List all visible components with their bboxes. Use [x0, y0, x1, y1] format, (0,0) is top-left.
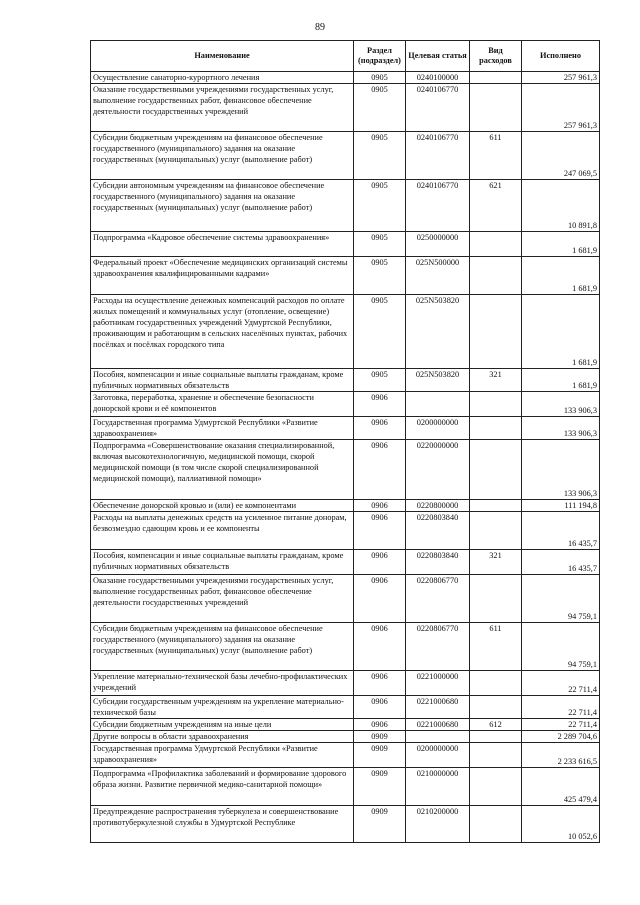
header-section: Раздел (подраздел) [354, 41, 406, 72]
table-row [91, 417, 600, 440]
cell-section: 0906 [354, 550, 406, 575]
cell-name: Подпрограмма «Совершенствование оказания специализированной, включая высокотехнологичную, медицинской помощи, скорой медицинской помощи (в том числе скорой специализированной медицинской помощи), паллиативной помощи» [91, 440, 354, 500]
cell-section: 0905 [354, 84, 406, 132]
cell-kind [470, 768, 522, 806]
cell-article: 0200000000 [406, 743, 470, 768]
cell-section: 0909 [354, 731, 406, 743]
cell-amount: 10 052,6 [522, 806, 600, 843]
cell-name: Подпрограмма «Профилактика заболеваний и формирование здорового образа жизни. Развитие первичной медико-санитарной помощи» [91, 768, 354, 806]
table-row [91, 671, 600, 696]
cell-amount: 2 289 704,6 [522, 731, 600, 743]
cell-amount: 1 681,9 [522, 232, 600, 257]
cell-kind: 611 [470, 132, 522, 180]
page-number: 89 [315, 22, 325, 33]
cell-kind [470, 84, 522, 132]
table-row [91, 132, 600, 180]
cell-name: Пособия, компенсации и иные социальные выплаты гражданам, кроме публичных нормативных обязательств [91, 550, 354, 575]
table-row [91, 768, 600, 806]
cell-name: Расходы на осуществление денежных компенсаций расходов по оплате жилых помещений и коммунальных услуг (отопление, освещение) работникам государственных учреждений Удмуртской Республики, проживающим и работающим в сельских населённых пунктах, рабочих посёлках и посёлках городского типа [91, 295, 354, 369]
cell-section: 0905 [354, 295, 406, 369]
cell-kind [470, 806, 522, 843]
table-row [91, 369, 600, 392]
cell-amount: 1 681,9 [522, 257, 600, 295]
cell-section: 0909 [354, 768, 406, 806]
cell-amount: 425 479,4 [522, 768, 600, 806]
cell-name: Субсидии государственным учреждениям на укрепление материально-технической базы [91, 696, 354, 719]
cell-article [406, 392, 470, 417]
cell-section: 0905 [354, 369, 406, 392]
cell-amount: 111 194,8 [522, 500, 600, 512]
cell-kind [470, 731, 522, 743]
cell-article: 025N503820 [406, 295, 470, 369]
cell-kind: 612 [470, 719, 522, 731]
cell-section: 0906 [354, 500, 406, 512]
table-row [91, 257, 600, 295]
cell-amount: 94 759,1 [522, 575, 600, 623]
cell-amount: 257 961,3 [522, 72, 600, 84]
cell-section: 0906 [354, 512, 406, 550]
table-row [91, 806, 600, 843]
cell-amount: 16 435,7 [522, 550, 600, 575]
cell-section: 0906 [354, 440, 406, 500]
header-amount: Исполнено [522, 41, 600, 72]
cell-article: 0250000000 [406, 232, 470, 257]
cell-section: 0905 [354, 72, 406, 84]
cell-name: Подпрограмма «Кадровое обеспечение системы здравоохранения» [91, 232, 354, 257]
table-row [91, 575, 600, 623]
header-article: Целевая статья [406, 41, 470, 72]
cell-article: 0220806770 [406, 575, 470, 623]
cell-section: 0906 [354, 719, 406, 731]
table-body [91, 72, 600, 843]
table-row [91, 719, 600, 731]
table-row [91, 440, 600, 500]
cell-section: 0906 [354, 575, 406, 623]
cell-amount: 22 711,4 [522, 719, 600, 731]
cell-section: 0906 [354, 417, 406, 440]
cell-amount: 1 681,9 [522, 369, 600, 392]
cell-name: Государственная программа Удмуртской Республики «Развитие здравоохранения» [91, 743, 354, 768]
cell-kind [470, 575, 522, 623]
cell-section: 0909 [354, 806, 406, 843]
cell-article: 0200000000 [406, 417, 470, 440]
cell-article: 025N503820 [406, 369, 470, 392]
cell-amount: 247 069,5 [522, 132, 600, 180]
cell-section: 0905 [354, 180, 406, 232]
cell-article: 0240100000 [406, 72, 470, 84]
cell-name: Субсидии бюджетным учреждениям на иные цели [91, 719, 354, 731]
cell-kind [470, 696, 522, 719]
cell-name: Заготовка, переработка, хранение и обеспечение безопасности донорской крови и её компонентов [91, 392, 354, 417]
cell-article: 0220803840 [406, 550, 470, 575]
cell-article: 0240106770 [406, 132, 470, 180]
cell-kind [470, 500, 522, 512]
table-row [91, 623, 600, 671]
cell-amount: 133 906,3 [522, 392, 600, 417]
cell-name: Предупреждение распространения туберкулеза и совершенствование противотуберкулезной службы в Удмуртской Республике [91, 806, 354, 843]
cell-name: Государственная программа Удмуртской Республики «Развитие здравоохранения» [91, 417, 354, 440]
cell-section: 0906 [354, 623, 406, 671]
table-row [91, 696, 600, 719]
table-row [91, 550, 600, 575]
table-row [91, 500, 600, 512]
cell-section: 0905 [354, 232, 406, 257]
cell-section: 0905 [354, 257, 406, 295]
table-row [91, 295, 600, 369]
cell-kind [470, 671, 522, 696]
cell-section: 0906 [354, 671, 406, 696]
header-kind: Вид расходов [470, 41, 522, 72]
cell-article: 0220806770 [406, 623, 470, 671]
table-row [91, 72, 600, 84]
cell-name: Субсидии автономным учреждениям на финансовое обеспечение государственного (муниципального) задания на оказание государственных (муниципальных) услуг (выполнение работ) [91, 180, 354, 232]
cell-article: 0221000680 [406, 696, 470, 719]
cell-article: 0221000000 [406, 671, 470, 696]
cell-amount: 133 906,3 [522, 417, 600, 440]
cell-article: 0220000000 [406, 440, 470, 500]
cell-kind [470, 440, 522, 500]
table-row [91, 180, 600, 232]
cell-kind [470, 417, 522, 440]
cell-article: 0240106770 [406, 180, 470, 232]
budget-table [90, 40, 600, 843]
cell-amount: 257 961,3 [522, 84, 600, 132]
cell-section: 0906 [354, 696, 406, 719]
cell-kind [470, 257, 522, 295]
cell-name: Субсидии бюджетным учреждениям на финансовое обеспечение государственного (муниципального) задания на оказание государственных (муниципальных) услуг (выполнение работ) [91, 623, 354, 671]
cell-kind: 621 [470, 180, 522, 232]
cell-article: 025N500000 [406, 257, 470, 295]
cell-amount: 1 681,9 [522, 295, 600, 369]
cell-amount: 10 891,8 [522, 180, 600, 232]
cell-article: 0240106770 [406, 84, 470, 132]
cell-article [406, 731, 470, 743]
cell-name: Пособия, компенсации и иные социальные выплаты гражданам, кроме публичных нормативных обязательств [91, 369, 354, 392]
cell-section: 0906 [354, 392, 406, 417]
cell-amount: 22 711,4 [522, 671, 600, 696]
table-row [91, 743, 600, 768]
cell-kind [470, 392, 522, 417]
cell-article: 0210200000 [406, 806, 470, 843]
cell-amount: 22 711,4 [522, 696, 600, 719]
cell-kind [470, 743, 522, 768]
cell-amount: 2 233 616,5 [522, 743, 600, 768]
cell-amount: 133 906,3 [522, 440, 600, 500]
cell-article: 0220800000 [406, 500, 470, 512]
table-row [91, 731, 600, 743]
cell-kind: 321 [470, 550, 522, 575]
cell-name: Осуществление санаторно-курортного лечения [91, 72, 354, 84]
table-row [91, 512, 600, 550]
cell-kind [470, 232, 522, 257]
cell-name: Расходы на выплаты денежных средств на усиленное питание донорам, безвозмездно сдающим кровь и ее компоненты [91, 512, 354, 550]
cell-kind [470, 295, 522, 369]
cell-section: 0909 [354, 743, 406, 768]
table-row [91, 84, 600, 132]
table-row [91, 392, 600, 417]
cell-name: Другие вопросы в области здравоохранения [91, 731, 354, 743]
cell-article: 0210000000 [406, 768, 470, 806]
cell-name: Укрепление материально-технической базы лечебно-профилактических учреждений [91, 671, 354, 696]
cell-kind: 321 [470, 369, 522, 392]
cell-article: 0220803840 [406, 512, 470, 550]
cell-amount: 16 435,7 [522, 512, 600, 550]
header-name: Наименование [91, 41, 354, 72]
cell-kind [470, 72, 522, 84]
table-row [91, 232, 600, 257]
cell-name: Оказание государственными учреждениями государственных услуг, выполнение государственных работ, финансовое обеспечение деятельности государственных учреждений [91, 575, 354, 623]
cell-article: 0221000680 [406, 719, 470, 731]
table-header-row [91, 41, 600, 72]
cell-kind [470, 512, 522, 550]
cell-name: Оказание государственными учреждениями государственных услуг, выполнение государственных работ, финансовое обеспечение деятельности государственных учреждений [91, 84, 354, 132]
cell-name: Федеральный проект «Обеспечение медицинских организаций системы здравоохранения квалифицированными кадрами» [91, 257, 354, 295]
cell-amount: 94 759,1 [522, 623, 600, 671]
cell-section: 0905 [354, 132, 406, 180]
cell-kind: 611 [470, 623, 522, 671]
cell-name: Обеспечение донорской кровью и (или) ее компонентами [91, 500, 354, 512]
cell-name: Субсидии бюджетным учреждениям на финансовое обеспечение государственного (муниципального) задания на оказание государственных (муниципальных) услуг (выполнение работ) [91, 132, 354, 180]
